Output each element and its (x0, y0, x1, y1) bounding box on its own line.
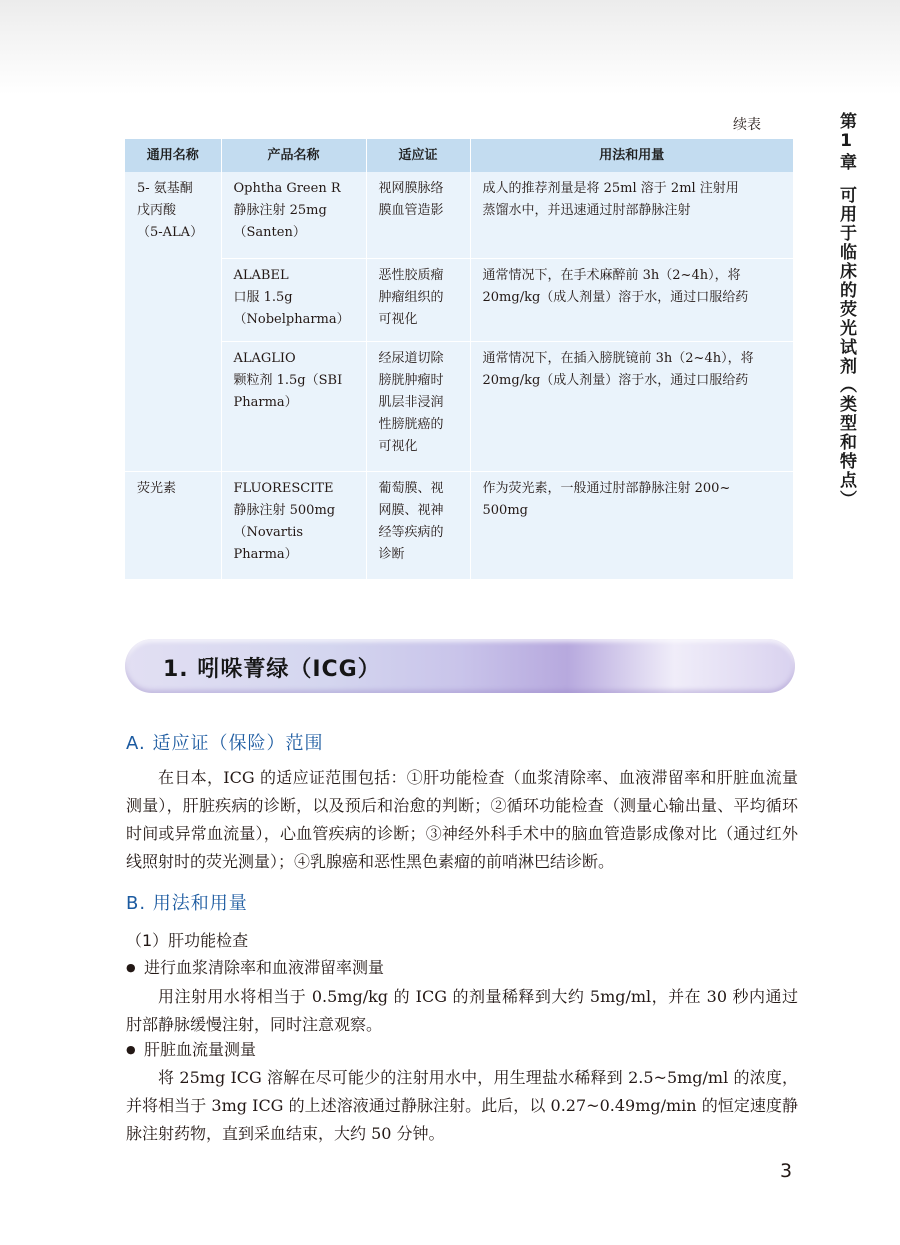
product-cell: Ophtha Green R 静脉注射 25mg （Santen） (221, 172, 366, 258)
table-row (125, 172, 793, 258)
bullet-item (126, 1037, 256, 1060)
product-cell: FLUORESCITE 静脉注射 500mg （Novartis Pharma） (221, 471, 366, 579)
product-cell: ALABEL 口服 1.5g （Nobelpharma） (221, 258, 366, 341)
bullet-item (126, 955, 384, 978)
liver-blood-flow-paragraph: 将 25mg ICG 溶解在尽可能少的注射用水中，用生理盐水稀释到 2.5~5mg/ml 的浓度，并将相当于 3mg ICG 的上述溶液通过静脉注射。此后，以 0.27~0.49mg/min 的恒定速度静脉注射药物，直到采血结束，大约 50 分钟。 (126, 1068, 798, 1143)
bullet-text: 进行血浆清除率和血液滞留率测量 (144, 958, 385, 977)
bullet-icon: ● (126, 961, 136, 974)
indication-cell: 经尿道切除 膀胱肿瘤时 肌层非浸润 性膀胱癌的 可视化 (366, 341, 470, 471)
usage-cell: 成人的推荐剂量是将 25ml 溶于 2ml 注射用 蒸馏水中，并迅速通过肘部静脉注射 (482, 181, 739, 218)
header-product-name: 产品名称 (221, 139, 366, 172)
table-row (125, 471, 793, 579)
generic-name-cell: 荧光素 (125, 471, 221, 579)
chapter-title: 可用于临床的荧光试剂（类型和特点） (836, 186, 856, 509)
heading-usage: B. 用法和用量 (126, 893, 248, 914)
indication-cell: 恶性胶质瘤 肿瘤组织的 可视化 (366, 258, 470, 341)
subheading-liver-test: （1）肝功能检查 (126, 931, 249, 950)
plasma-clearance-paragraph: 用注射用水将相当于 0.5mg/kg 的 ICG 的剂量稀释到大约 5mg/ml，并在 30 秒内通过肘部静脉缓慢注射，同时注意观察。 (126, 987, 798, 1034)
table-header-row (125, 139, 793, 172)
table-continued-label: 续表 (733, 117, 761, 133)
header-usage: 用法和用量 (470, 139, 793, 172)
chapter-side-tab (829, 112, 863, 509)
usage-cell: 通常情况下，在手术麻醉前 3h（2~4h），将 20mg/kg（成人剂量）溶于水，通过口服给药 (470, 258, 793, 341)
header-generic-name: 通用名称 (125, 139, 221, 172)
generic-name-cell: 5- 氨基酮 戊丙酸 （5-ALA） (125, 172, 221, 471)
bullet-icon: ● (126, 1043, 136, 1056)
header-indication: 适应证 (366, 139, 470, 172)
heading-indications: A. 适应证（保险）范围 (126, 733, 324, 754)
drug-table (125, 139, 793, 579)
chapter-number: 第1章 (836, 112, 856, 172)
table-row (125, 258, 793, 341)
indication-cell: 葡萄膜、视 网膜、视神 经等疾病的 诊断 (366, 471, 470, 579)
usage-cell: 作为荧光素，一般通过肘部静脉注射 200~ 500mg (470, 471, 793, 579)
section-title-banner (125, 639, 795, 693)
page-number: 3 (780, 1160, 793, 1182)
bullet-text: 肝脏血流量测量 (144, 1040, 257, 1059)
header-band (0, 0, 900, 95)
section-title: 1. 吲哚菁绿（ICG） (163, 657, 381, 682)
table-row (125, 341, 793, 471)
indication-cell: 视网膜脉络 膜血管造影 (366, 172, 470, 258)
usage-cell: 通常情况下，在插入膀胱镜前 3h（2~4h），将 20mg/kg（成人剂量）溶于水，通过口服给药 (470, 341, 793, 471)
product-cell: ALAGLIO 颗粒剂 1.5g（SBI Pharma） (221, 341, 366, 471)
indications-paragraph: 在日本，ICG 的适应证范围包括：①肝功能检查（血浆清除率、血液滞留率和肝脏血流量测量），肝脏疾病的诊断，以及预后和治愈的判断；②循环功能检查（测量心输出量、平均循环时间或异常血流量），心血管疾病的诊断；③神经外科手术中的脑血管造影成像对比（通过红外线照射时的荧光测量）；④乳腺癌和恶性黑色素瘤的前哨淋巴结诊断。 (126, 768, 798, 871)
